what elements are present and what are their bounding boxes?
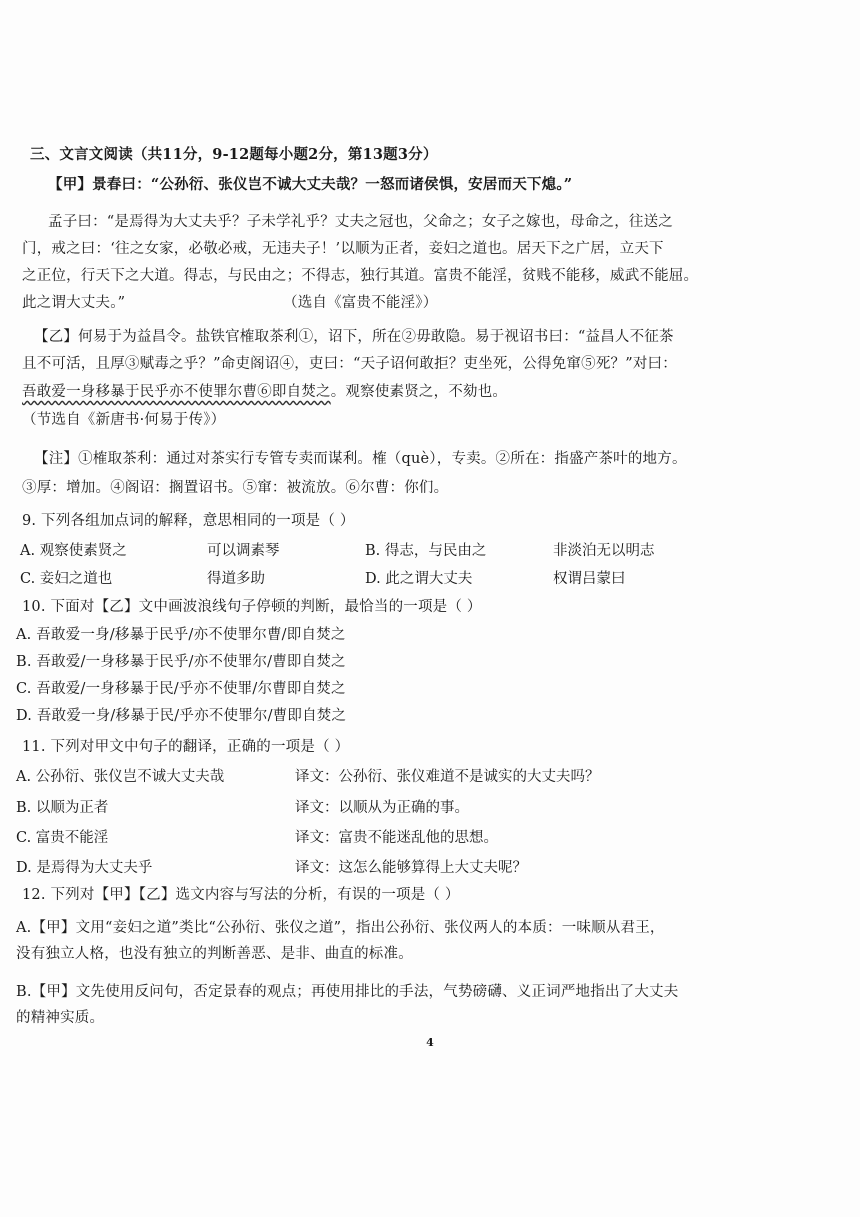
q9-option-c: C. 妾妇之道也 (20, 571, 113, 587)
q11-option-b-source: B. 以顺为正者 (16, 800, 109, 816)
q12-option-b-line-1: B.【甲】文先使用反问句，否定景春的观点；再使用排比的手法，气势磅礴、义正词严地指出了大丈夫 (16, 984, 679, 1000)
q11-option-d (16, 857, 836, 879)
q11-option-c-translation: 译文：富贵不能迷乱他的思想。 (295, 830, 498, 846)
yi-source: （节选自《新唐书·何易于传》） (22, 412, 226, 428)
q12-stem: 12. 下列对【甲】【乙】选文内容与写法的分析，有误的一项是（ ） (22, 887, 460, 903)
jia-line-5: 此之谓大丈夫。” (22, 295, 126, 311)
q9-option-b-compare: 非淡泊无以明志 (553, 543, 655, 559)
q10-option-b: B. 吾敢爱/一身移暴于民乎/亦不使罪尔/曹即自焚之 (16, 654, 346, 670)
q11-option-a-source: A. 公孙衍、张仪岂不诚大丈夫哉 (16, 769, 225, 785)
q9-row-ab (20, 540, 840, 562)
yi-line-3 (22, 381, 842, 403)
q10-option-d: D. 吾敢爱一身/移暴于民/乎亦不使罪尔/曹即自焚之 (16, 708, 347, 724)
yi-line-3-rest: 。观察使素贤之，不劾也。 (330, 384, 508, 400)
q11-option-d-source: D. 是焉得为大丈夫乎 (16, 860, 153, 876)
q10-stem: 10. 下面对【乙】文中画波浪线句子停顿的判断，最恰当的一项是（ ） (22, 599, 482, 615)
wavy-underlined-sentence: 吾敢爱一身移暴于民乎亦不使罪尔曹⑥即自焚之 (22, 384, 331, 400)
jia-line-2: 孟子曰：“是焉得为大丈夫乎？子未学礼乎？丈夫之冠也，父命之；女子之嫁也，母命之，往送之 (48, 214, 674, 230)
q9-row-cd (20, 568, 840, 590)
q11-option-c-source: C. 富贵不能淫 (16, 830, 109, 846)
q9-option-d: D. 此之谓大丈夫 (365, 571, 473, 587)
yi-line-2: 且不可活，且厚③赋毒之乎？”命吏阁诏④，吏曰：“天子诏何敢拒？吏坐死，公得免窜⑤死？”对曰： (22, 356, 677, 372)
q9-option-b: B. 得志，与民由之 (365, 543, 487, 559)
q11-option-c (16, 827, 836, 849)
q12-option-a-line-2: 没有独立人格，也没有独立的判断善恶、是非、曲直的标准。 (16, 946, 413, 962)
q11-option-b (16, 797, 836, 819)
jia-line-3: 门，戒之曰：‘往之女家，必敬必戒，无违夫子！’以顺为正者，妾妇之道也。居天下之广居，立天下 (22, 241, 664, 257)
q9-option-a-compare: 可以调素琴 (207, 543, 280, 559)
q10-option-c: C. 吾敢爱/一身移暴于民/乎亦不使罪/尔曹即自焚之 (16, 681, 346, 697)
q11-option-a-translation: 译文：公孙衍、张仪难道不是诚实的大丈夫吗？ (295, 769, 600, 785)
q12-option-b-line-2: 的精神实质。 (16, 1010, 105, 1026)
jia-source: （选自《富贵不能淫》） (283, 295, 438, 311)
jia-line-4: 之正位，行天下之大道。得志，与民由之；不得志，独行其道。富贵不能淫，贫贱不能移，威武不能屈。 (22, 268, 699, 284)
yi-line-1: 【乙】何易于为益昌令。盐铁官榷取茶利①，诏下，所在②毋敢隐。易于视诏书曰：“益昌人不征茶 (34, 329, 674, 345)
section-title: 三、文言文阅读（共11分，9-12题每小题2分，第13题3分） (30, 146, 438, 163)
q9-option-d-compare: 权谓吕蒙曰 (553, 571, 626, 587)
q10-option-a: A. 吾敢爱一身/移暴于民乎/亦不使罪尔曹/即自焚之 (16, 627, 346, 643)
q11-option-a (16, 766, 836, 788)
q9-stem: 9. 下列各组加点词的解释，意思相同的一项是（ ） (22, 513, 355, 529)
q11-stem: 11. 下列对甲文中句子的翻译，正确的一项是（ ） (22, 739, 350, 755)
jia-line-1: 【甲】景春曰：“公孙衍、张仪岂不诚大丈夫哉？一怒而诸侯惧，安居而天下熄。” (48, 176, 573, 193)
page-number: 4 (426, 1036, 434, 1049)
q9-option-a: A. 观察使素贤之 (20, 543, 127, 559)
q9-option-c-compare: 得道多助 (207, 571, 265, 587)
note-line-1: 【注】①榷取茶利：通过对茶实行专管专卖而谋利。榷（què），专卖。②所在：指盛产茶叶的地方。 (34, 451, 687, 467)
q11-option-b-translation: 译文：以顺从为正确的事。 (295, 800, 469, 816)
q11-option-d-translation: 译文：这怎么能够算得上大丈夫呢？ (295, 860, 527, 876)
q12-option-a-line-1: A.【甲】文用“妾妇之道”类比“公孙衍、张仪之道”，指出公孙衍、张仪两人的本质：一味顺从君王， (16, 920, 665, 936)
note-line-2: ③厚：增加。④阁诏：搁置诏书。⑤窜：被流放。⑥尔曹：你们。 (22, 480, 449, 496)
